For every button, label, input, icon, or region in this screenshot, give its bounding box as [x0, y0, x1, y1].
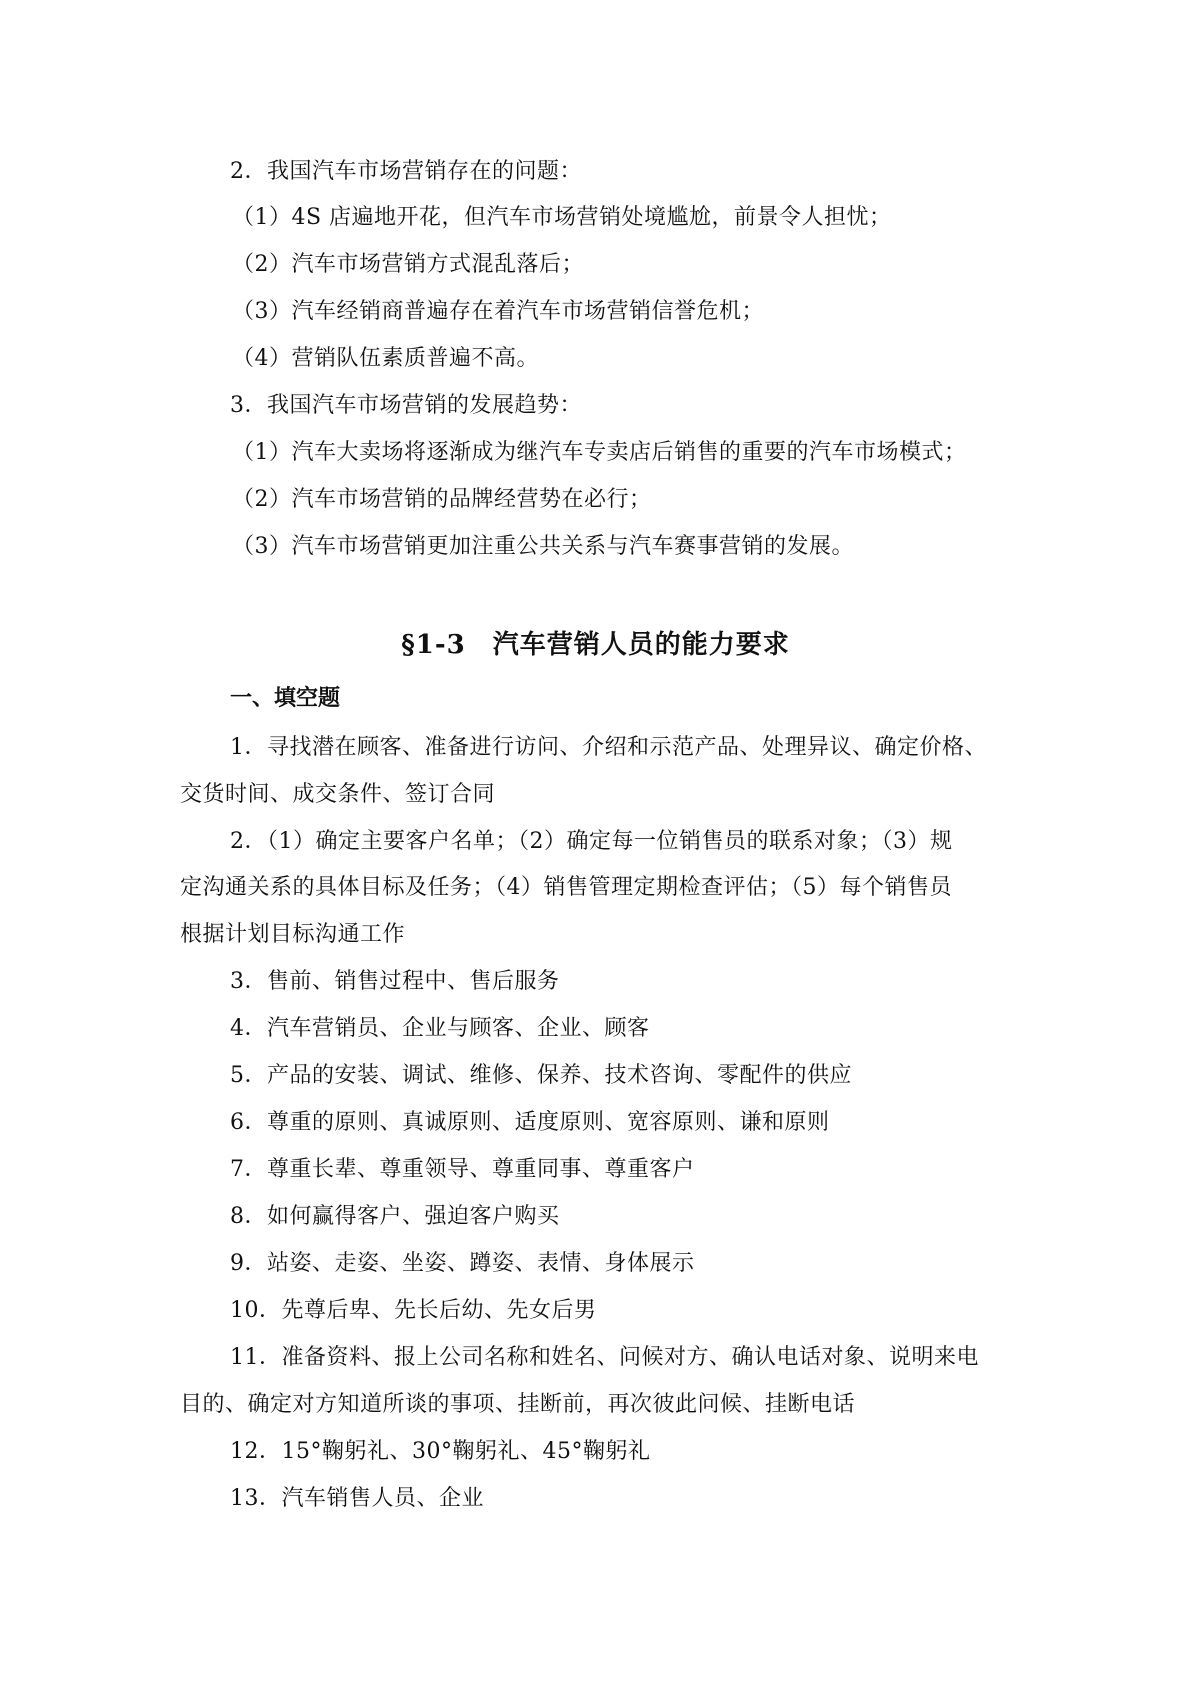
answer-item: 7．尊重长辈、尊重领导、尊重同事、尊重客户	[230, 1157, 695, 1182]
answer-item: 2．（1）确定主要客户名单；（2）确定每一位销售员的联系对象；（3）规	[230, 829, 953, 854]
answer-item-continued: 根据计划目标沟通工作	[180, 922, 406, 947]
answer-item: 3．售前、销售过程中、售后服务	[230, 969, 560, 994]
answer-item: 13．汽车销售人员、企业	[230, 1486, 484, 1511]
problem-item: （4）营销队伍素质普遍不高。	[232, 346, 539, 371]
answer-item: 11．准备资料、报上公司名称和姓名、问候对方、确认电话对象、说明来电	[230, 1345, 979, 1370]
answer-item: 8．如何赢得客户、强迫客户购买	[230, 1204, 560, 1229]
answer-item: 5．产品的安装、调试、维修、保养、技术咨询、零配件的供应	[230, 1063, 852, 1088]
answer-item: 10．先尊后卑、先长后幼、先女后男	[230, 1298, 597, 1323]
answer-item-continued: 定沟通关系的具体目标及任务；（4）销售管理定期检查评估；（5）每个销售员	[180, 875, 952, 900]
answer-item-continued: 交货时间、成交条件、签订合同	[180, 782, 496, 807]
trend-item: （1）汽车大卖场将逐渐成为继汽车专卖店后销售的重要的汽车市场模式；	[232, 440, 967, 465]
answer-item: 12．15°鞠躬礼、30°鞠躬礼、45°鞠躬礼	[230, 1439, 651, 1464]
problem-item: （3）汽车经销商普遍存在着汽车市场营销信誉危机；	[232, 299, 764, 324]
problem-item: （1）4S 店遍地开花，但汽车市场营销处境尴尬，前景令人担忧；	[232, 205, 892, 230]
trend-item: （3）汽车市场营销更加注重公共关系与汽车赛事营销的发展。	[232, 534, 854, 559]
section-title: §1-3 汽车营销人员的能力要求	[401, 630, 790, 660]
answer-item: 9．站姿、走姿、坐姿、蹲姿、表情、身体展示	[230, 1251, 695, 1276]
trends-heading: 3．我国汽车市场营销的发展趋势：	[230, 393, 582, 418]
answer-item: 6．尊重的原则、真诚原则、适度原则、宽容原则、谦和原则	[230, 1110, 830, 1135]
trend-item: （2）汽车市场营销的品牌经营势在必行；	[232, 487, 652, 512]
subheading: 一、填空题	[230, 685, 341, 711]
answer-item-continued: 目的、确定对方知道所谈的事项、挂断前，再次彼此问候、挂断电话	[180, 1392, 856, 1417]
answer-item: 1．寻找潜在顾客、准备进行访问、介绍和示范产品、处理异议、确定价格、	[230, 735, 987, 760]
problem-item: （2）汽车市场营销方式混乱落后；	[232, 252, 584, 277]
answer-item: 4．汽车营销员、企业与顾客、企业、顾客	[230, 1016, 650, 1041]
problems-heading: 2．我国汽车市场营销存在的问题：	[230, 159, 582, 184]
